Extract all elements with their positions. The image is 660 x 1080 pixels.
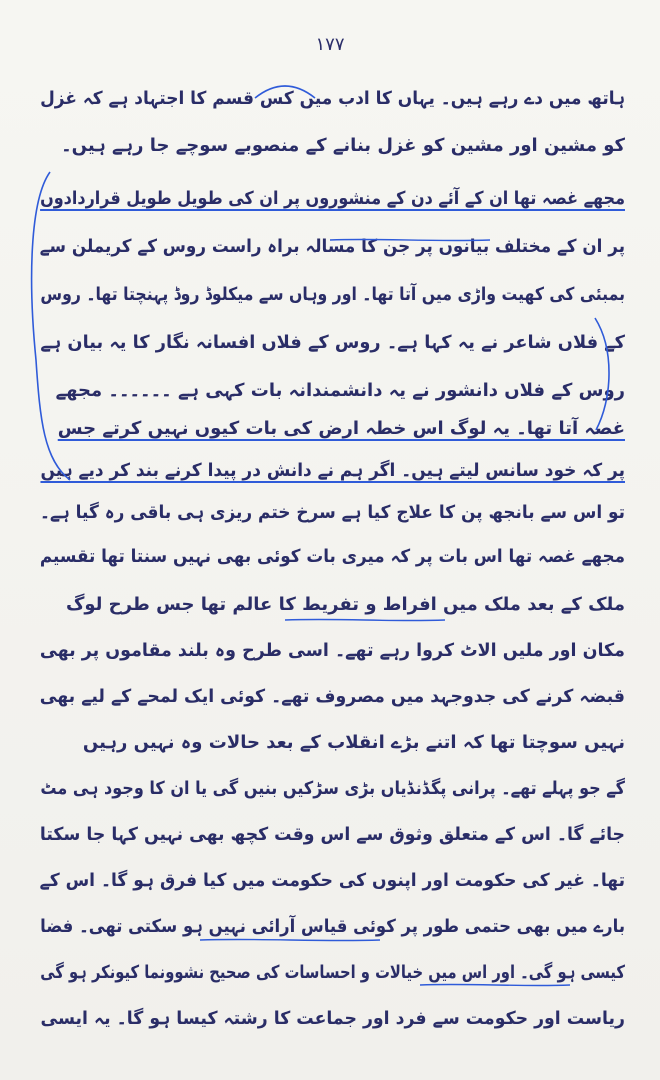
text-line-7: روس کے فلاں دانشور نے یہ دانشمندانہ بات کہی ہے ۔۔۔۔۔۔ مجھے (55, 380, 625, 401)
handwritten-text-block (40, 84, 625, 1064)
text-line-21: ریاست اور حکومت سے فرد اور جماعت کا رشتہ کیسا ہو گا۔ یہ ایسی (40, 1008, 625, 1029)
text-line-16: گے جو پہلے تھے۔ پرانی پگڈنڈیاں بڑی سڑکیں بنیں گی یا ان کا وجود ہی مٹ (40, 778, 625, 799)
page-number: ۱۷۷ (315, 34, 345, 55)
text-line-14: قبضہ کرنے کی جدوجہد میں مصروف تھے۔ کوئی ایک لمحے کے لیے بھی (40, 686, 625, 707)
text-line-1: ہاتھ میں دے رہے ہیں۔ یہاں کا ادب میں کس قسم کا اجتہاد ہے کہ غزل (40, 88, 625, 109)
text-line-12: ملک کے بعد ملک میں افراط و تفریط کا عالم تھا جس طرح لوگ (65, 594, 625, 615)
text-line-8: غصہ آتا تھا۔ یہ لوگ اس خطہ ارض کی بات کیوں نہیں کرتے جس (57, 418, 625, 439)
text-line-13: مکان اور ملیں الاٹ کروا رہے تھے۔ اسی طرح وہ بلند مقاموں پر بھی (40, 640, 625, 661)
text-line-9: پر کہ خود سانس لیتے ہیں۔ اگر ہم نے دانش در پیدا کرنے بند کر دیے ہیں (40, 460, 625, 481)
text-line-11: مجھے غصہ تھا اس بات پر کہ میری بات کوئی بھی نہیں سنتا تھا تقسیم (40, 546, 625, 567)
text-line-6: کے فلاں شاعر نے یہ کہا ہے۔ روس کے فلاں افسانہ نگار کا یہ بیان ہے (40, 332, 625, 353)
text-line-17: جائے گا۔ اس کے متعلق وثوق سے اس وقت کچھ بھی نہیں کہا جا سکتا (40, 824, 625, 845)
text-line-20: کیسی ہو گی۔ اور اس میں خیالات و احساسات کی صحیح نشوونما کیونکر ہو گی (40, 962, 625, 983)
text-line-10: تو اس سے بانجھ پن کا علاج کیا ہے سرخ ختم ریزی ہی باقی رہ گیا ہے۔ (40, 502, 625, 523)
text-line-2: کو مشین اور مشین کو غزل بنانے کے منصوبے سوچے جا رہے ہیں۔ (61, 135, 625, 156)
text-line-15: نہیں سوچتا تھا کہ اتنے بڑے انقلاب کے بعد حالات وہ نہیں رہیں (82, 732, 625, 753)
text-line-18: تھا۔ غیر کی حکومت اور اپنوں کی حکومت میں کیا فرق ہو گا۔ اس کے (40, 870, 625, 891)
text-line-3: مجھے غصہ تھا ان کے آئے دن کے منشوروں پر ان کی طویل طویل قراردادوں (40, 188, 625, 209)
text-line-19: بارے میں بھی حتمی طور پر کوئی قیاس آرائی نہیں ہو سکتی تھی۔ فضا (40, 916, 625, 937)
text-line-5: بمبئی کی کھیت واڑی میں آتا تھا۔ اور وہاں سے میکلوڈ روڈ پہنچتا تھا۔ روس (40, 284, 625, 305)
text-line-4: پر ان کے مختلف بیانوں پر جن کا مسالہ براہ راست روس کے کریملن سے (40, 236, 625, 257)
